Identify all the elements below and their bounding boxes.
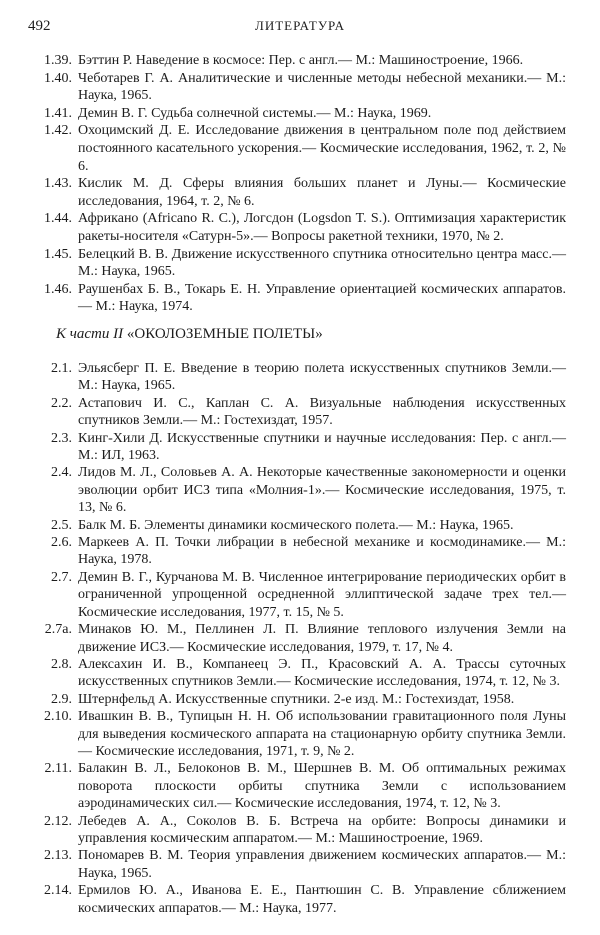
reference-entry — [0, 760, 600, 812]
reference-entry — [0, 430, 600, 465]
reference-text: Лидов М. Л., Соловьев А. А. Некоторые качественные закономерности и оценки эволюции орбит ИСЗ типа «Молния-1».— Космические исследования, 1975, т. 13, № 6. — [78, 465, 566, 516]
reference-entry — [0, 70, 600, 105]
reference-text: Демин В. Г. Судьба солнечной системы.— М.: Наука, 1969. — [78, 105, 432, 121]
reference-entry — [0, 813, 600, 848]
reference-number: 1.40. — [44, 70, 72, 86]
reference-text: Чеботарев Г. А. Аналитические и численные методы небесной механики.— М.: Наука, 1965. — [78, 70, 566, 104]
reference-text: Лебедев А. А., Соколов В. Б. Встреча на орбите: Вопросы динамики и управления космическим аппаратом.— М.: Машиностроение, 1969. — [78, 813, 566, 846]
reference-text: Пономарев В. М. Теория управления движением космических аппаратов.— М.: Наука, 1965. — [78, 848, 566, 881]
reference-number: 2.10. — [44, 709, 72, 725]
reference-entry — [0, 569, 600, 621]
reference-entry — [0, 621, 600, 656]
reference-number: 2.13. — [44, 848, 72, 864]
reference-entry — [0, 691, 600, 708]
reference-entry — [0, 882, 600, 917]
reference-text: Африкано (Africano R. C.), Логсдон (Logsdon T. S.). Оптимизация характеристик ракеты-носителя «Сатурн-5».— Вопросы ракетной техники, 1970, № 2. — [78, 211, 566, 244]
reference-number: 2.9. — [51, 691, 72, 707]
reference-entry — [0, 52, 600, 70]
reference-entry — [0, 708, 600, 760]
reference-number: 1.46. — [44, 281, 72, 297]
reference-text: Штернфельд А. Искусственные спутники. 2-е изд. М.: Гостехиздат, 1958. — [78, 691, 515, 707]
reference-text: Эльясберг П. Е. Введение в теорию полета искусственных спутников Земли.— М.: Наука, 1965. — [78, 361, 566, 394]
page-header — [28, 18, 572, 38]
reference-entry — [0, 122, 600, 175]
reference-entry — [0, 847, 600, 882]
reference-entry — [0, 395, 600, 430]
reference-entry — [0, 360, 600, 395]
reference-text: Балакин В. Л., Белоконов В. М., Шершнев В. М. Об оптимальных режимах поворота плоскости орбиты спутника Земли с использованием аэродинамических сил.— Космические исследования, 1974, т. 12, № 3. — [78, 761, 566, 812]
reference-text: Алексахин И. В., Компанеец Э. П., Красовский А. А. Трассы суточных искусственных спутников Земли.— Космические исследования, 1974, т. 12, № 3. — [78, 656, 566, 690]
reference-number: 2.5. — [51, 517, 72, 533]
reference-number: 2.7а. — [44, 622, 72, 638]
reference-text: Кинг-Хили Д. Искусственные спутники и научные исследования: Пер. с англ.— М.: ИЛ, 1963. — [78, 430, 566, 464]
section-prefix: К части II — [56, 326, 124, 342]
reference-number: 1.42. — [44, 123, 72, 139]
reference-entry — [0, 246, 600, 281]
reference-text: Ермилов Ю. А., Иванова Е. Е., Пантюшин С. В. Управление сближением космических аппаратов.— М.: Наука, 1977. — [78, 883, 566, 916]
reference-number: 1.43. — [44, 176, 72, 192]
reference-number: 1.41. — [44, 105, 72, 121]
reference-number: 2.12. — [44, 813, 72, 829]
reference-text: Балк М. Б. Элементы динамики космического полета.— М.: Наука, 1965. — [78, 517, 514, 533]
page-number: 492 — [28, 18, 51, 34]
reference-entry — [0, 534, 600, 569]
reference-number: 1.44. — [44, 211, 72, 227]
reference-entry — [0, 464, 600, 516]
reference-number: 2.6. — [51, 535, 72, 551]
reference-number: 2.14. — [44, 883, 72, 899]
reference-text: Маркеев А. П. Точки либрации в небесной механике и космодинамике.— М.: Наука, 1978. — [78, 535, 566, 568]
reference-text: Охоцимский Д. Е. Исследование движения в центральном поле под действием постоянного касательного ускорения.— Космические исследования, 1962, т. 2, № 6. — [78, 123, 566, 174]
reference-number: 1.45. — [44, 246, 72, 262]
reference-entry — [0, 656, 600, 691]
reference-text: Минаков Ю. М., Пеллинен Л. П. Влияние теплового излучения Земли на движение ИСЗ.— Космические исследования, 1979, т. 17, № 4. — [78, 622, 566, 655]
reference-entry — [0, 175, 600, 210]
running-title: ЛИТЕРАТУРА — [255, 18, 345, 33]
reference-entry — [0, 210, 600, 245]
reference-text: Демин В. Г., Курчанова М. В. Численное интегрирование периодических орбит в ограниченной упрощенной осредненной эллиптической задаче трех тел.— Космические исследования, 1977, т. 15, № 5. — [78, 569, 566, 620]
reference-number: 2.8. — [51, 656, 72, 672]
reference-text: Кислик М. Д. Сферы влияния больших планет и Луны.— Космические исследования, 1964, т. 2, № 6. — [78, 176, 566, 209]
reference-number: 2.4. — [51, 465, 72, 481]
reference-number: 2.7. — [51, 569, 72, 585]
reference-text: Бэттин Р. Наведение в космосе: Пер. с англ.— М.: Машиностроение, 1966. — [78, 53, 524, 68]
reference-list-part2 — [0, 360, 600, 917]
reference-text: Раушенбах Б. В., Токарь Е. Н. Управление ориентацией космических аппаратов.— М.: Наука, 1974. — [78, 281, 566, 315]
section-title: «ОКОЛОЗЕМНЫЕ ПОЛЕТЫ» — [126, 326, 323, 342]
section-heading — [56, 326, 323, 343]
reference-text: Астапович И. С., Каплан С. А. Визуальные наблюдения искусственных спутников Земли.— М.: Гостехиздат, 1957. — [78, 395, 566, 429]
reference-list-part1 — [0, 52, 600, 316]
reference-number: 2.2. — [51, 395, 72, 411]
reference-text: Белецкий В. В. Движение искусственного спутника относительно центра масс.— М.: Наука, 1965. — [78, 246, 566, 280]
reference-entry — [0, 281, 600, 316]
reference-number: 2.3. — [51, 430, 72, 446]
reference-entry — [0, 517, 600, 534]
reference-number: 2.11. — [44, 761, 72, 777]
reference-entry — [0, 105, 600, 123]
reference-number: 1.39. — [44, 53, 72, 68]
reference-number: 2.1. — [51, 361, 72, 376]
reference-text: Ивашкин В. В., Тупицын Н. Н. Об использовании гравитационного поля Луны для выведения космического аппарата на стационарную орбиту спутника Земли.— Космические исследования, 1971, т. 9, № 2. — [78, 709, 566, 759]
